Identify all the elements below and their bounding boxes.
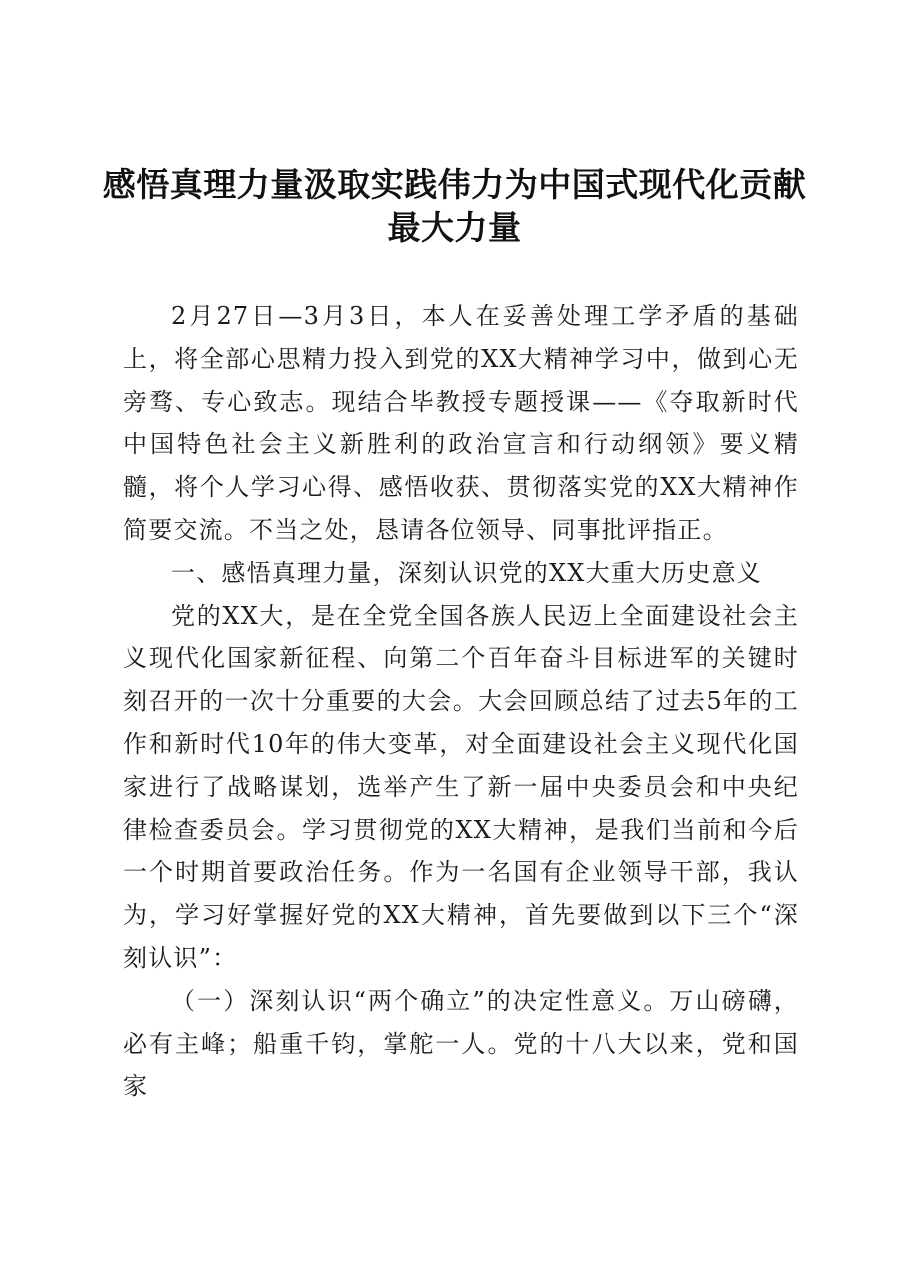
subsection-paragraph: （一）深刻认识“两个确立”的决定性意义。万山磅礴，必有主峰；船重千钧，掌舵一人。党的十八大以来，党和国家 (123, 986, 799, 1101)
section-heading: 一、感悟真理力量，深刻认识党的XX大重大历史意义 (171, 558, 762, 587)
body-paragraph: 党的XX大，是在全党全国各族人民迈上全面建设社会主义现代化国家新征程、向第二个百年奋斗目标进军的关键时刻召开的一次十分重要的大会。大会回顾总结了过去5年的工作和新时代10年的伟大变革，对全面建设社会主义现代化国家进行了战略谋划，选举产生了新一届中央委员会和中央纪律检查委员会。学习贯彻党的XX大精神，是我们当前和今后一个时期首要政治任务。作为一名国有企业领导干部，我认为，学习好掌握好党的XX大精神，首先要做到以下三个“深刻认识”： (123, 601, 799, 972)
intro-paragraph: 2月27日—3月3日，本人在妥善处理工学矛盾的基础上，将全部心思精力投入到党的XX大精神学习中，做到心无旁骛、专心致志。现结合毕教授专题授课——《夺取新时代中国特色社会主义新胜利的政治宣言和行动纲领》要义精髓，将个人学习心得、感悟收获、贯彻落实党的XX大精神作简要交流。不当之处，恳请各位领导、同事批评指正。 (123, 302, 799, 544)
document-body (123, 295, 799, 1108)
document-title: 感悟真理力量汲取实践伟力为中国式现代化贡献最大力量 (102, 165, 807, 247)
